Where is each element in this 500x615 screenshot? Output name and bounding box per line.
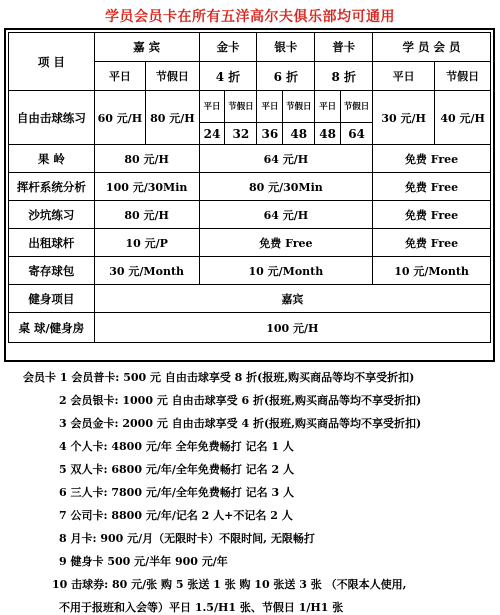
cell-guest-price: 80 元/H	[94, 201, 199, 229]
cell-guest-weekday: 60 元/H	[94, 91, 145, 145]
header-guest-holiday: 节假日	[146, 62, 200, 91]
cell-card-price: 10 元/Month	[199, 257, 372, 285]
cell-guest-price: 100 元/30Min	[94, 173, 199, 201]
header-regular-card: 普卡	[315, 33, 373, 62]
header-silver-card: 银卡	[257, 33, 315, 62]
cell-regular-weekday: 48	[315, 123, 341, 145]
header-silver-discount: 6 折	[257, 62, 315, 91]
note-line: 10 击球券: 80 元/张 购 5 张送 1 张 购 10 张送 3 张 （不限本人使用,	[52, 578, 407, 591]
table-row	[9, 229, 491, 257]
row-label-swing: 挥杆系统分析	[9, 173, 95, 201]
cell-guest-price: 30 元/Month	[94, 257, 199, 285]
note-line: 6 三人卡: 7800 元/年/全年免费畅打 记名 3 人	[59, 486, 294, 499]
note-line: 3 会员金卡: 2000 元 自由击球享受 4 折(报班,购买商品等均不享受折扣)	[59, 417, 422, 430]
header-guest-weekday: 平日	[94, 62, 145, 91]
price-table	[8, 32, 491, 343]
cell-silver-holiday: 48	[283, 123, 315, 145]
cell-card-price: 64 元/H	[199, 201, 372, 229]
note-line: 不用于报班和入会等）平日 1.5/H1 张、节假日 1/H1 张	[59, 601, 344, 614]
row-label-rental: 出租球杆	[9, 229, 95, 257]
table-row	[9, 285, 491, 313]
table-row	[9, 33, 491, 62]
table-row	[9, 201, 491, 229]
cell-student-price: 免费 Free	[373, 145, 491, 173]
header-gold-discount: 4 折	[199, 62, 257, 91]
sub-weekday: 平日	[199, 91, 225, 123]
cell-card-price: 80 元/30Min	[199, 173, 372, 201]
cell-student-price: 免费 Free	[373, 173, 491, 201]
cell-gold-weekday: 24	[199, 123, 225, 145]
header-student-holiday: 节假日	[435, 62, 491, 91]
cell-card-price: 64 元/H	[199, 145, 372, 173]
table-row	[9, 91, 491, 123]
note-line: 7 公司卡: 8800 元/年/记名 2 人+不记名 2 人	[59, 509, 293, 522]
note-line: 5 双人卡: 6800 元/年/全年免费畅打 记名 2 人	[59, 463, 294, 476]
header-student-weekday: 平日	[373, 62, 435, 91]
note-line: 2 会员银卡: 1000 元 自由击球享受 6 折(报班,购买商品等均不享受折扣)	[59, 394, 422, 407]
cell-guest-holiday: 80 元/H	[146, 91, 200, 145]
cell-silver-weekday: 36	[257, 123, 283, 145]
sub-weekday: 平日	[315, 91, 341, 123]
cell-student-price: 免费 Free	[373, 201, 491, 229]
cell-gold-holiday: 32	[225, 123, 257, 145]
cell-student-holiday: 40 元/H	[435, 91, 491, 145]
sub-holiday: 节假日	[225, 91, 257, 123]
row-label-green: 果 岭	[9, 145, 95, 173]
cell-billiards-value: 100 元/H	[94, 313, 490, 343]
header-gold-card: 金卡	[199, 33, 257, 62]
note-line: 9 健身卡 500 元/半年 900 元/年	[59, 555, 228, 568]
cell-student-price: 10 元/Month	[373, 257, 491, 285]
note-line: 4 个人卡: 4800 元/年 全年免费畅打 记名 1 人	[59, 440, 294, 453]
cell-fitness-value: 嘉宾	[94, 285, 490, 313]
cell-regular-holiday: 64	[341, 123, 373, 145]
table-row	[9, 313, 491, 343]
sub-weekday: 平日	[257, 91, 283, 123]
header-item: 项 目	[9, 33, 95, 91]
table-row	[9, 173, 491, 201]
note-line: 8 月卡: 900 元/月（无限时卡）不限时间, 无限畅打	[59, 532, 315, 545]
cell-guest-price: 10 元/P	[94, 229, 199, 257]
sub-holiday: 节假日	[283, 91, 315, 123]
cell-card-price: 免费 Free	[199, 229, 372, 257]
cell-student-weekday: 30 元/H	[373, 91, 435, 145]
header-student-member: 学 员 会 员	[373, 33, 491, 62]
cell-student-price: 免费 Free	[373, 229, 491, 257]
header-guest: 嘉 宾	[94, 33, 199, 62]
row-label-fitness: 健身项目	[9, 285, 95, 313]
cell-guest-price: 80 元/H	[94, 145, 199, 173]
row-label-billiards: 桌 球/健身房	[9, 313, 95, 343]
table-row	[9, 257, 491, 285]
row-label-bunker: 沙坑练习	[9, 201, 95, 229]
header-regular-discount: 8 折	[315, 62, 373, 91]
page-title: 学员会员卡在所有五洋高尔夫俱乐部均可通用	[105, 9, 395, 25]
sub-holiday: 节假日	[341, 91, 373, 123]
row-label-storage: 寄存球包	[9, 257, 95, 285]
row-label-free-hit: 自由击球练习	[9, 91, 95, 145]
note-line: 会员卡 1 会员普卡: 500 元 自由击球享受 8 折(报班,购买商品等均不享受折扣)	[23, 371, 415, 384]
table-row	[9, 145, 491, 173]
